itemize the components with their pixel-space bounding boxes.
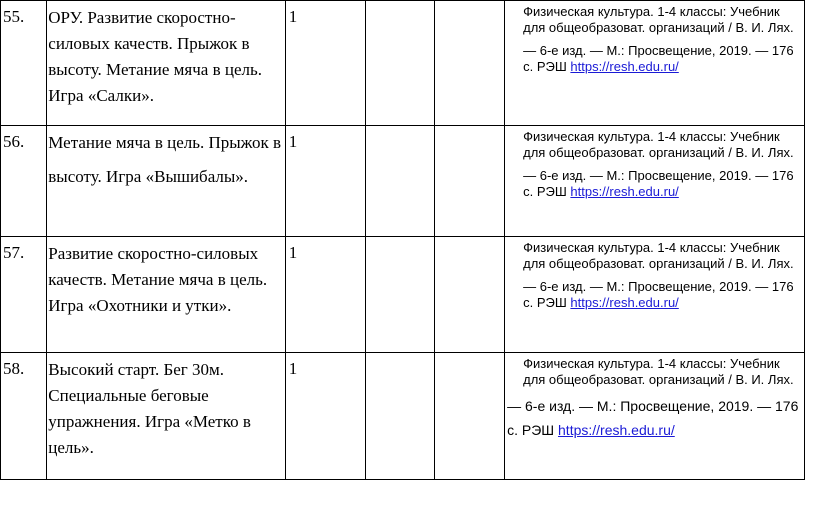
- empty-cell: [434, 353, 504, 480]
- lesson-number: 55.: [3, 7, 25, 26]
- resource-cell: [505, 1, 805, 126]
- resh-link[interactable]: https://resh.edu.ru/: [570, 59, 679, 74]
- table-row: [1, 1, 805, 126]
- lesson-hours-cell: [285, 126, 366, 237]
- resource-cell: [505, 126, 805, 237]
- table-row: [1, 353, 805, 480]
- lesson-topic: ОРУ. Развитие скоростно-силовых качеств. Прыжок в высоту. Метание мяча в цель. Игра «Салки».: [48, 8, 262, 105]
- lesson-hours-cell: [285, 1, 366, 126]
- lesson-topic: Высокий старт. Бег 30м. Специальные беговые упражнения. Игра «Метко в цель».: [48, 360, 251, 457]
- empty-cell: [366, 126, 434, 237]
- lesson-number: 58.: [3, 359, 25, 378]
- edition-text: — 6-е изд. — М.: Просвещение, 2019. — 176 с. РЭШ: [507, 398, 799, 438]
- lesson-topic: Метание мяча в цель. Прыжок в высоту. Игра «Вышибалы».: [48, 133, 282, 186]
- lesson-topic-cell: [47, 126, 285, 237]
- empty-cell: [434, 237, 504, 353]
- textbook-reference: Физическая культура. 1-4 классы: Учебник для общеобразоват. организаций / В. И. Лях.: [523, 356, 794, 387]
- lesson-number-cell: [1, 353, 47, 480]
- empty-cell: [366, 237, 434, 353]
- lesson-hours-cell: [285, 353, 366, 480]
- textbook-reference: Физическая культура. 1-4 классы: Учебник для общеобразоват. организаций / В. И. Лях.: [523, 240, 794, 271]
- lesson-topic-cell: [47, 1, 285, 126]
- lesson-number: 56.: [3, 132, 25, 151]
- resource-cell: [505, 353, 805, 480]
- lesson-hours: 1: [288, 132, 298, 151]
- edition-text: — 6-е изд. — М.: Просвещение, 2019. — 176 с. РЭШ: [523, 279, 794, 310]
- empty-cell: [366, 1, 434, 126]
- resh-link[interactable]: https://resh.edu.ru/: [558, 422, 675, 438]
- lesson-hours: 1: [288, 243, 298, 262]
- empty-cell: [434, 126, 504, 237]
- resh-link[interactable]: https://resh.edu.ru/: [570, 184, 679, 199]
- textbook-reference: Физическая культура. 1-4 классы: Учебник для общеобразоват. организаций / В. И. Лях.: [523, 4, 794, 35]
- textbook-reference: Физическая культура. 1-4 классы: Учебник для общеобразоват. организаций / В. И. Лях.: [523, 129, 794, 160]
- lesson-number-cell: [1, 126, 47, 237]
- lesson-hours-cell: [285, 237, 366, 353]
- edition-line: [505, 388, 804, 442]
- lesson-topic: Развитие скоростно-силовых качеств. Метание мяча в цель. Игра «Охотники и утки».: [48, 244, 268, 315]
- edition-line: [505, 161, 804, 200]
- edition-line: [505, 272, 804, 311]
- table-row: [1, 237, 805, 353]
- lesson-hours: 1: [288, 359, 298, 378]
- lesson-hours: 1: [288, 7, 298, 26]
- lesson-number: 57.: [3, 243, 25, 262]
- lesson-number-cell: [1, 237, 47, 353]
- resh-link[interactable]: https://resh.edu.ru/: [570, 295, 679, 310]
- lesson-number-cell: [1, 1, 47, 126]
- empty-cell: [434, 1, 504, 126]
- table-row: [1, 126, 805, 237]
- empty-cell: [366, 353, 434, 480]
- resource-cell: [505, 237, 805, 353]
- lesson-topic-cell: [47, 353, 285, 480]
- edition-line: [505, 36, 804, 75]
- edition-text: — 6-е изд. — М.: Просвещение, 2019. — 176 с. РЭШ: [523, 43, 794, 74]
- lesson-topic-cell: [47, 237, 285, 353]
- edition-text: — 6-е изд. — М.: Просвещение, 2019. — 176 с. РЭШ: [523, 168, 794, 199]
